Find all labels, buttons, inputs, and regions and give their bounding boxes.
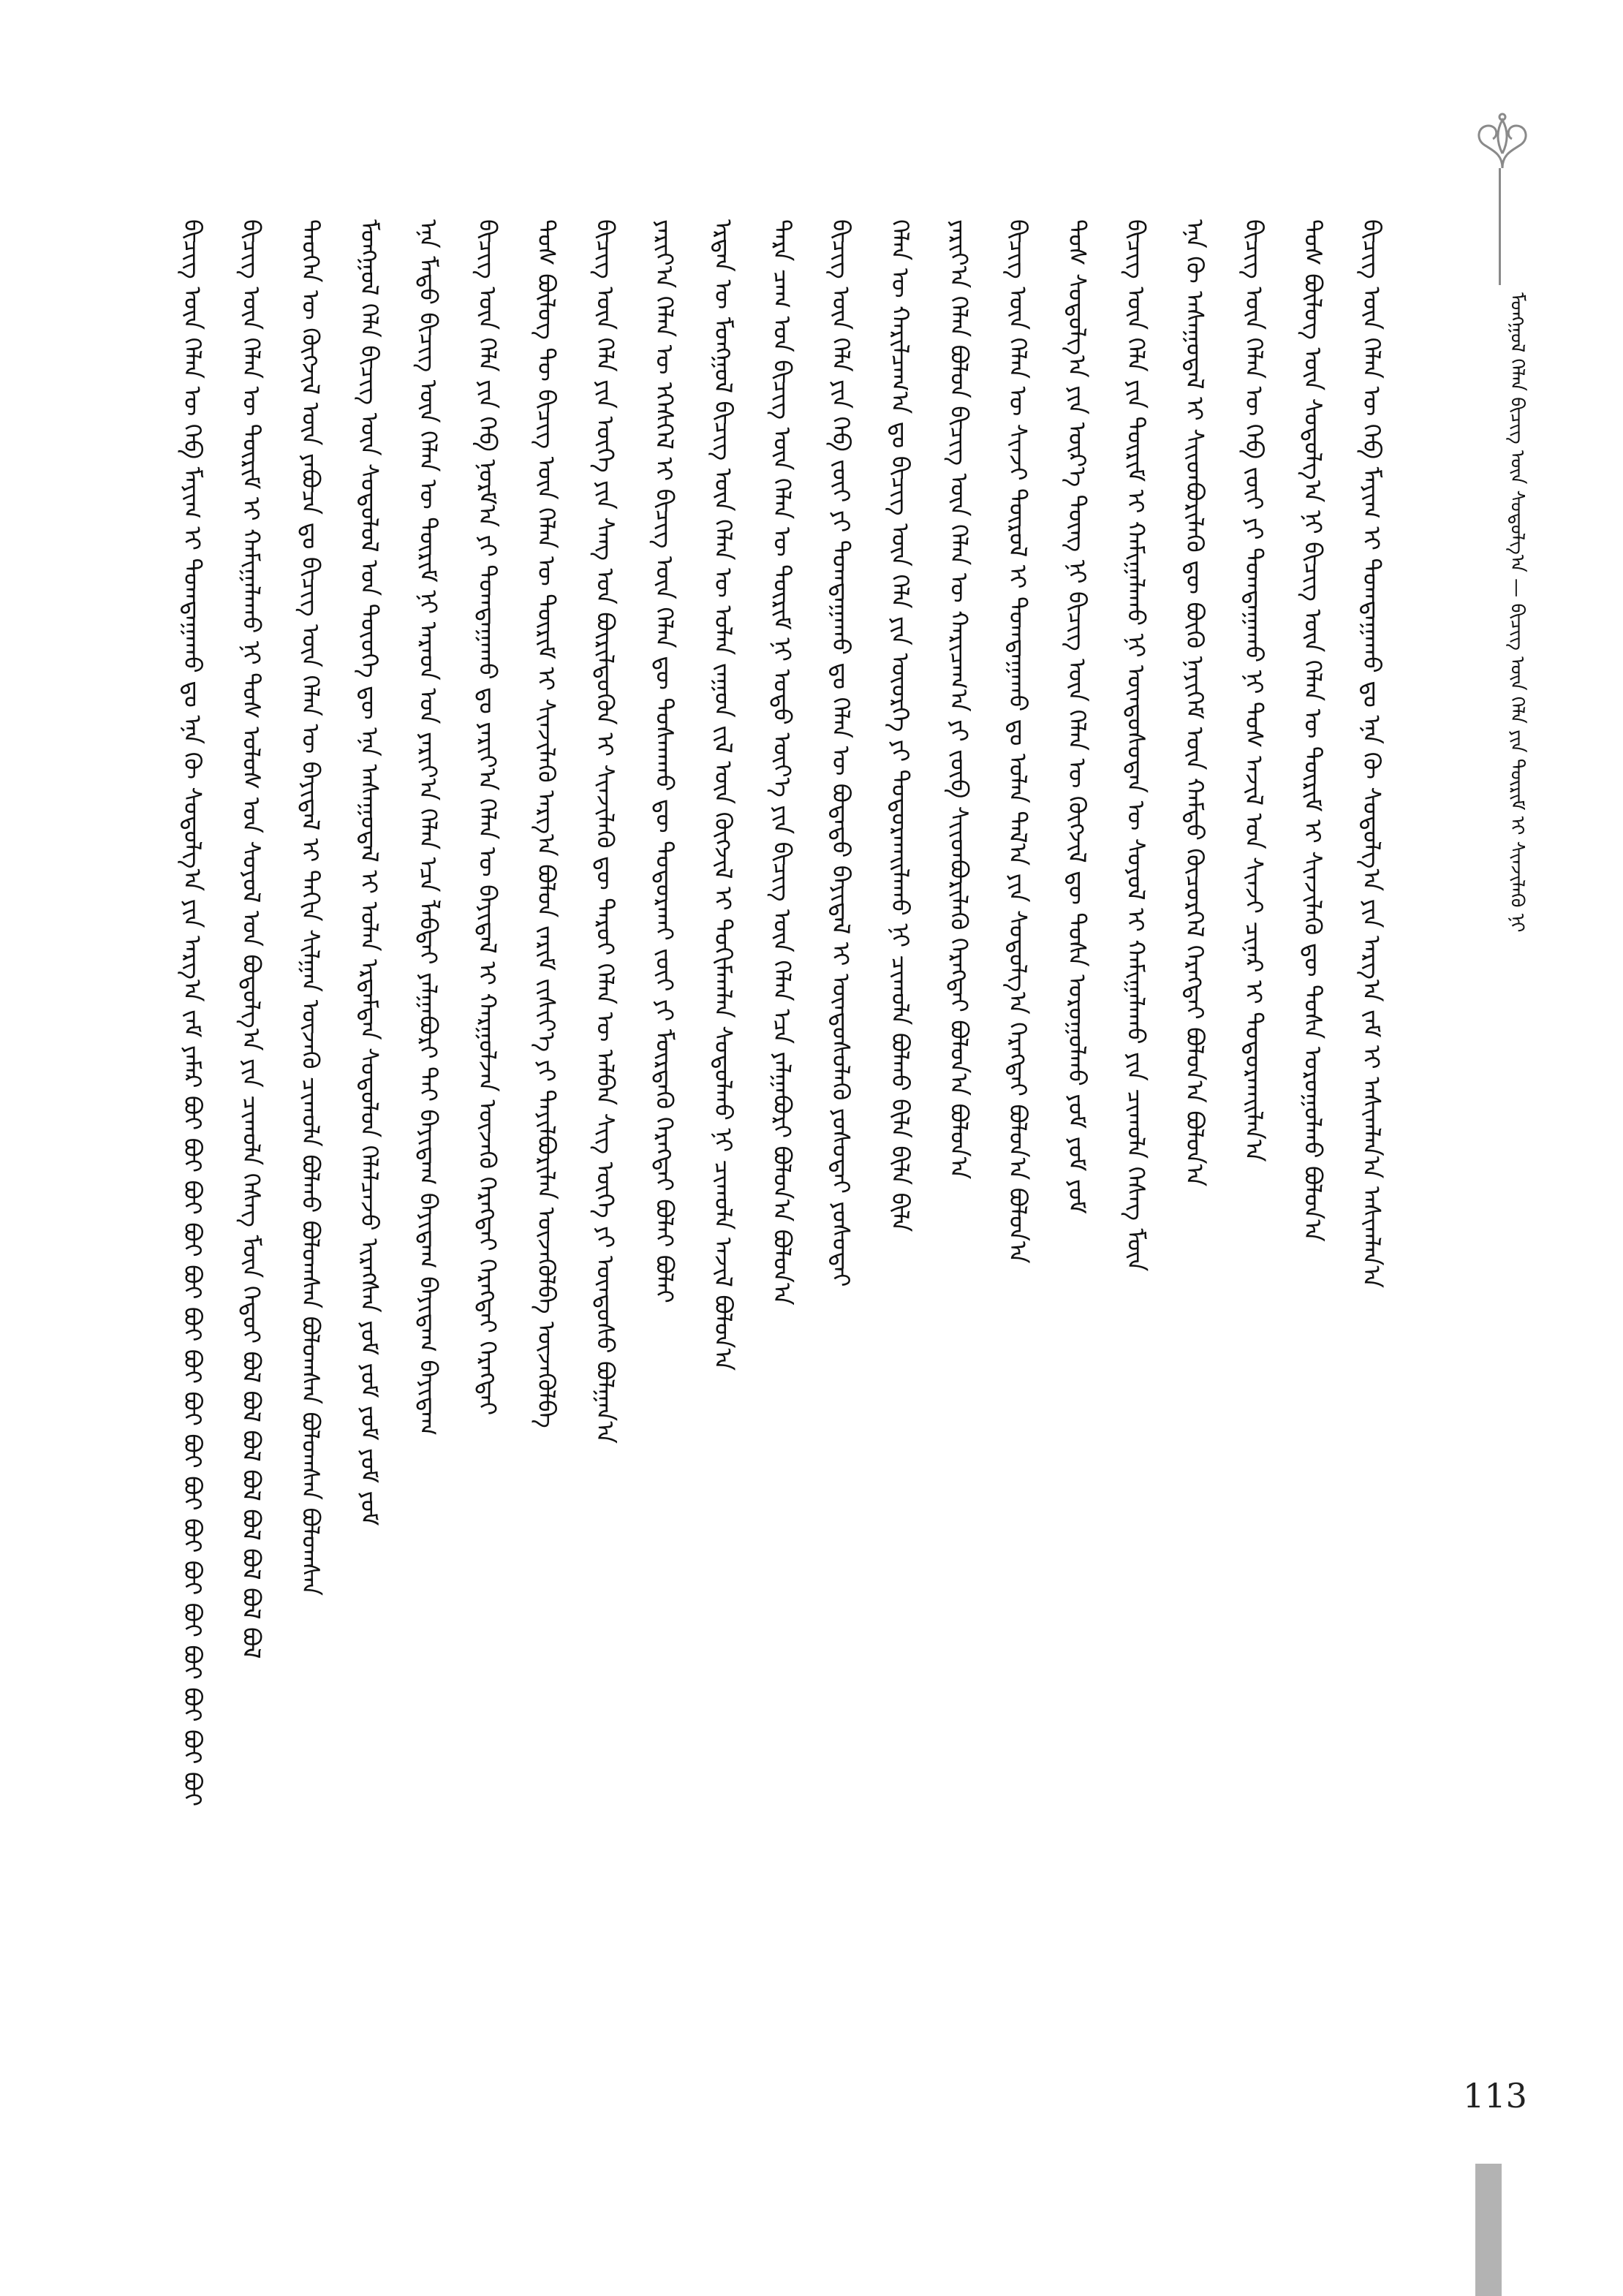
text-column — [1355, 219, 1388, 2091]
column-text: ᠪᠢᠴᠢᠭ ᠦᠨ ᠬᠡᠯᠡ ᠶᠢᠨ ᠳᠦᠷᠢᠮ ᠢ ᠬᠠᠮᠢᠭᠠᠯᠠᠬᠤ ᠨᠢ ᠦᠨᠳᠦᠰᠦᠲᠡᠨ ᠦ ᠰᠣᠶᠣᠯ ᠢ ᠬᠠᠮᠢᠭᠠᠯᠠᠬᠤ ᠶᠢᠨ ᠴᠢᠬᠤᠯᠠ ᠬᠡᠰᠡᠭ ᠮᠥᠨ — [1121, 219, 1151, 1272]
page-number: 113 — [1463, 2076, 1527, 2115]
column-text: ᠲᠤᠰ ᠰᠤᠳᠤᠯᠭ᠎ᠠ ᠶᠢᠨ ᠦᠷ᠎ᠡ ᠳᠦᠩ ᠨᠢ ᠪᠢᠴᠢᠭ ᠦᠨ ᠬᠡᠯᠡᠨ ᠦ ᠬᠥᠭᠵᠢᠯ ᠳᠦ ᠲᠤᠰᠠ ᠣᠷᠣᠭᠤᠯᠬᠤ ᠶᠤᠮ ᠶᠤᠮ ᠶᠤᠮ — [1062, 219, 1092, 1214]
header-rule — [1499, 168, 1501, 285]
text-column — [765, 219, 799, 2091]
column-text: ᠡᠨᠡ ᠮᠡᠲᠦ ᠪᠢᠴᠢᠭ ᠦᠨ ᠬᠡᠯᠡᠨ ᠦ ᠳᠦᠷᠢᠮ ᠨᠢ ᠠᠷᠠᠳ ᠤᠨ ᠶᠠᠷᠢᠶ᠎ᠠ ᠬᠡᠯᠡᠨ ᠡᠴᠡ ᠯᠠᠪᠲᠠᠢ ᠶᠠᠯᠭᠠᠪᠣᠷᠢ ᠲᠠᠢ ᠪᠠᠶᠢᠳᠠᠭ ᠪᠠᠶᠢᠳᠠᠭ ᠪᠠᠶᠢᠳᠠᠭ ᠪᠠᠶᠢᠳᠠᠭ — [414, 219, 443, 1436]
text-column — [1178, 219, 1211, 2091]
column-text: ᠲᠤᠰ ᠪᠦᠯᠦᠭ ᠲᠦ ᠪᠢᠴᠢᠭ ᠦᠨ ᠬᠡᠯᠡᠨ ᠦ ᠳᠦᠷᠢᠮ ᠢ ᠰᠢᠨᠵᠢᠯᠡᠬᠦ ᠠᠷᠭ᠎ᠠ ᠪᠣᠯᠣᠨ ᠵᠠᠷᠢᠮ ᠵᠢᠱᠢᠶ᠎ᠡ ᠶᠢ ᠲᠠᠶᠢᠯᠪᠤᠷᠢᠯᠠᠨ ᠦᠵᠡᠭᠦᠯᠪᠡ ᠦᠵᠡᠭᠦᠯᠪᠡ — [531, 219, 561, 1428]
column-text: ᠲᠡᠦᠬᠡᠨ ᠦ ᠬᠥᠭᠵᠢᠯ ᠦᠨ ᠶᠠᠪᠣᠴᠠ ᠳᠤ ᠪᠢᠴᠢᠭ ᠦᠨ ᠬᠡᠯᠡᠨ ᠦ ᠪᠠᠶᠢᠳᠠᠯ ᠢ ᠳᠠᠬᠢᠨ ᠰᠢᠯᠭᠠᠨ ᠦᠵᠡᠬᠦ ᠴᠢᠬᠤᠯᠠ ᠪᠣᠯᠬᠤ ᠪᠣᠯᠤᠭᠰᠠᠨ ᠪᠣᠯᠤᠭᠰᠠᠨ ᠪᠣᠯᠤᠭᠰᠠᠨ ᠪᠣᠯᠤᠭᠰᠠᠨ — [296, 219, 325, 1596]
running-header — [1488, 292, 1546, 1652]
text-column — [647, 219, 681, 2091]
text-column — [942, 219, 976, 2091]
column-text: ᠪᠢᠴᠢᠭ ᠦᠨ ᠬᠡᠯᠡᠨ ᠦ ᠰᠢᠨᠵᠢ ᠲᠥᠷᠦᠯ ᠢ ᠲᠣᠭᠲᠠᠭᠠᠬᠤ ᠳᠤ ᠣᠯᠠᠨ ᠲᠠᠯ᠎ᠠ ᠶᠢᠨ ᠰᠤᠳᠤᠯᠭ᠎ᠠ ᠬᠡᠷᠡᠭᠲᠡᠢ ᠪᠣᠯᠤᠨ᠎ᠠ ᠪᠣᠯᠤᠨ᠎ᠠ — [1004, 219, 1033, 1264]
column-text: ᠶᠠᠷᠢᠶ᠎ᠠ ᠬᠡᠯᠡᠨ ᠦ ᠡᠭᠡᠰᠭᠡᠯ ᠢ ᠪᠢᠴᠢᠭ ᠦᠨ ᠬᠡᠯᠡᠨ ᠳᠦ ᠲᠤᠰᠬᠠᠬᠤ ᠳᠦ ᠲᠣᠳᠤᠷᠬᠠᠢ ᠵᠦᠢ ᠶᠢ ᠮᠥᠷᠳᠡᠬᠦ ᠬᠡᠷᠡᠭᠲᠡᠢ ᠪᠣᠯᠠᠢ ᠪᠣᠯᠠᠢ — [650, 219, 679, 1303]
column-text: ᠬᠡᠯᠡᠨ ᠦ ᠬᠠᠷᠢᠯᠴᠠᠭ᠎ᠠ ᠳᠤ ᠪᠢᠴᠢᠭ ᠦᠨ ᠬᠡᠯᠡ ᠶᠢᠨ ᠦᠦᠷᠭᠡ ᠶᠢ ᠲᠣᠳᠤᠷᠬᠠᠢᠯᠠᠬᠤ ᠨᠢ ᠴᠢᠬᠤᠯᠠ ᠪᠣᠯᠬᠤ ᠪᠢᠯᠡ ᠪᠢᠯᠡ ᠪᠢᠯᠡ — [885, 219, 915, 1232]
column-text: ᠮᠣᠩᠭᠣᠯ ᠬᠡᠯᠡ ᠪᠢᠴᠢᠭ ᠦᠨ ᠰᠤᠳᠤᠯᠤᠯ ᠤᠨ ᠲᠦᠦᠬᠡ ᠳᠦ ᠡᠨᠡ ᠠᠰᠠᠭᠤᠳᠠᠯ ᠢ ᠣᠯᠠᠨ ᠡᠷᠳᠡᠮᠲᠡᠨ ᠰᠤᠳᠤᠯᠤᠨ ᠬᠡᠯᠡᠯᠴᠡᠵᠦ ᠢᠷᠡᠭᠰᠡᠨ ᠶᠤᠮ ᠶᠤᠮ ᠶᠤᠮ ᠶᠤᠮ ᠶᠤᠮ — [355, 219, 384, 1526]
text-column — [412, 219, 445, 2091]
text-column — [235, 219, 268, 2091]
column-text: ᠶᠠᠷᠢᠶ᠎ᠠ ᠬᠡᠯᠡᠨ ᠪᠣᠯᠣᠨ ᠪᠢᠴᠢᠭ ᠦᠨ ᠬᠡᠯᠡᠨ ᠦ ᠬᠠᠷᠢᠴᠠᠭ᠎ᠠ ᠶᠢ ᠵᠥᠪ ᠰᠢᠢᠳᠪᠦᠷᠢᠯᠡᠬᠦ ᠬᠡᠷᠡᠭᠲᠡᠢ ᠪᠣᠯᠤᠨ᠎ᠠ ᠪᠣᠯᠤᠨ᠎ᠠ — [945, 219, 974, 1180]
body-text — [175, 219, 1448, 2091]
ornament-flourish-icon — [1462, 110, 1543, 175]
column-text: ᠪᠢᠴᠢᠭ ᠦᠨ ᠬᠡᠯᠡᠨ ᠦ ᠬᠡᠪ ᠮᠠᠶᠢᠭ ᠢ ᠲᠣᠭᠲᠠᠭᠠᠬᠤ ᠳᠤ ᠡᠨᠡ ᠬᠦ ᠰᠤᠳᠤᠯᠭ᠎ᠠ ᠶᠢᠨ ᠠᠷᠭ᠎ᠠ ᠵᠠᠮ ᠶᠠᠮᠠᠷ ᠪᠤᠢ ᠪᠤᠢ ᠪᠤᠢ ᠪᠤᠢ ᠪᠤᠢ ᠪᠤᠢ ᠪᠤᠢ ᠪᠤᠢ ᠪᠤᠢ ᠪᠤᠢ ᠪᠤᠢ ᠪᠤᠢ ᠪᠤᠢ ᠪᠤᠢ ᠪᠤᠢ ᠪᠤᠢ ᠪᠤᠢ — [178, 219, 207, 1807]
text-column — [1060, 219, 1094, 2091]
text-column — [1295, 219, 1329, 2091]
text-column — [352, 219, 386, 2091]
text-column — [1001, 219, 1034, 2091]
running-header-text: ᠮᠣᠩᠭᠣᠯ ᠬᠡᠯᠡᠨ ᠪᠢᠴᠢᠭ ᠦᠨ ᠰᠣᠳᠤᠯᠭ᠎ᠠ — ᠪᠢᠴᠢᠭ ᠦᠨ ᠬᠡᠯᠡ ᠶᠢᠨ ᠳᠦᠷᠢᠮ ᠢ ᠰᠢᠨᠵᠢᠯᠡᠬᠦ ᠨᠢ — [1506, 292, 1528, 933]
column-text: ᠪᠢᠴᠢᠭ ᠦᠨ ᠬᠡᠯᠡ ᠶᠢᠨ ᠬᠡᠪ ᠨᠣᠷᠮ᠎ᠠ ᠶᠢ ᠲᠣᠭᠲᠠᠭᠠᠬᠤ ᠳᠤ ᠶᠠᠷᠢᠶ᠎ᠠ ᠬᠡᠯᠡᠨ ᠦ ᠪᠠᠶᠢᠳᠠᠯ ᠢ ᠬᠠᠷᠭᠤᠯᠵᠠᠨ ᠦᠵᠡᠬᠦ ᠬᠡᠷᠡᠭᠲᠡᠢ ᠬᠡᠷᠡᠭᠲᠡᠢ ᠬᠡᠷᠡᠭᠲᠡᠢ — [473, 219, 502, 1416]
text-column — [883, 219, 917, 2091]
text-column — [1119, 219, 1153, 2091]
text-column — [706, 219, 740, 2091]
column-text: ᠪᠢᠴᠢᠭ ᠦᠨ ᠬᠡᠯᠡᠨ ᠦ ᠬᠡᠪ ᠮᠠᠶᠢᠭ ᠢ ᠲᠣᠭᠲᠠᠭᠠᠬᠤ ᠳᠤ ᠡᠨᠡ ᠬᠦ ᠰᠤᠳᠤᠯᠭ᠎ᠠ ᠶᠢᠨ ᠠᠷᠭ᠎ᠠ ᠵᠠᠮ ᠢ ᠠᠰᠢᠭᠯᠠᠨ᠎ᠠ ᠠᠰᠢᠭᠯᠠᠨ᠎ᠠ — [1358, 219, 1387, 1289]
column-text: ᠲᠡᠷᠡ ᠴᠠᠭ ᠤᠨ ᠪᠢᠴᠢᠭ ᠦᠨ ᠬᠡᠯᠡᠨ ᠦ ᠳᠦᠷᠢᠮ ᠨᠢ ᠣᠳᠣ ᠦᠶ᠎ᠡ ᠶᠢᠨ ᠪᠢᠴᠢᠭ ᠦᠨ ᠬᠡᠯᠡᠨ ᠡᠴᠡ ᠶᠠᠯᠭᠠᠪᠣᠷᠢ ᠪᠣᠯᠤᠨ᠎ᠠ ᠪᠣᠯᠤᠨ᠎ᠠ — [768, 219, 797, 1306]
text-column — [1237, 219, 1271, 2091]
text-column — [470, 219, 504, 2091]
text-column — [529, 219, 563, 2091]
column-text: ᠡᠷᠲᠡᠨ ᠦ ᠮᠣᠩᠭᠣᠯ ᠪᠢᠴᠢᠭ ᠦᠨ ᠬᠡᠯᠡᠨ ᠦ ᠣᠯᠠᠨ ᠵᠠᠭᠤᠨ ᠵᠢᠯ ᠦᠨ ᠬᠥᠭᠵᠢᠯ ᠢ ᠲᠣᠭᠢᠮᠠᠭᠯᠠᠨ ᠰᠤᠳᠤᠯᠬᠤ ᠨᠢ ᠴᠢᠬᠤᠯᠠ ᠠᠵᠢᠯ ᠪᠣᠯᠣᠨ᠎ᠠ — [708, 219, 738, 1371]
column-text: ᠪᠢᠴᠢᠭ ᠦᠨ ᠬᠡᠯᠡ ᠶᠢᠨ ᠦᠭᠡ ᠶᠢᠨ ᠰᠠᠩ ᠤᠨ ᠪᠦᠷᠢᠯᠳᠦᠭᠦᠨ ᠢ ᠰᠢᠨᠵᠢᠯᠡᠬᠦ ᠳᠦ ᠳᠠᠷᠤᠢ ᠬᠡᠯᠡᠨ ᠦ ᠠᠯᠪᠠᠨ ᠰᠢᠭ ᠦᠭᠡ ᠶᠢ ᠦᠨᠳᠦᠰᠦ ᠪᠣᠯᠭᠠᠨ᠎ᠠ — [591, 219, 620, 1444]
text-column — [589, 219, 622, 2091]
column-text: ᠪᠢᠴᠢᠭ ᠦᠨ ᠬᠡᠯᠡᠨ ᠦ ᠳᠦᠷᠢᠮ ᠢ ᠬᠠᠮᠢᠭᠠᠯᠠᠬᠤ ᠨᠢ ᠲᠤᠰ ᠤᠯᠤᠰ ᠤᠨ ᠰᠤᠶᠤᠯ ᠤᠨ ᠪᠣᠳᠣᠯᠭ᠎ᠠ ᠶᠢᠨ ᠴᠢᠬᠤᠯᠠ ᠬᠡᠰᠡᠭ ᠮᠥᠨ ᠬᠡᠳᠦᠢ ᠪᠣᠯ ᠪᠣᠯ ᠪᠣᠯ ᠪᠣᠯ ᠪᠣᠯ ᠪᠣᠯ ᠪᠣᠯ ᠪᠣᠯ — [237, 219, 266, 1659]
text-column — [1414, 219, 1448, 2091]
column-text: ᠲᠤᠰ ᠪᠦᠯᠦᠭ ᠦᠨ ᠰᠤᠳᠤᠯᠭ᠎ᠠ ᠨᠢ ᠪᠢᠴᠢᠭ ᠦᠨ ᠬᠡᠯᠡᠨ ᠦ ᠳᠦᠷᠢᠮ ᠢ ᠰᠢᠨᠵᠢᠯᠡᠬᠦ ᠳᠦ ᠲᠤᠰᠠ ᠣᠷᠣᠭᠤᠯᠬᠤ ᠪᠣᠯᠤᠨ᠎ᠠ — [1298, 219, 1328, 1242]
page-edge-marker — [1475, 2164, 1502, 2296]
column-text: ᠡᠨᠡ ᠬᠦ ᠠᠰᠠᠭᠤᠳᠠᠯ ᠢ ᠰᠢᠢᠳᠪᠦᠷᠢᠯᠡᠬᠦ ᠳᠦ ᠪᠦᠬᠦ ᠨᠡᠶᠢᠭᠡᠮ ᠦᠨ ᠬᠠᠮᠲᠤ ᠬᠦᠴᠦᠷᠬᠡᠯ ᠬᠡᠷᠡᠭᠲᠡᠢ ᠪᠣᠯᠤᠨ᠎ᠠ ᠪᠣᠯᠤᠨ᠎ᠠ — [1181, 219, 1210, 1187]
text-column — [175, 219, 209, 2091]
text-column — [293, 219, 327, 2091]
text-column — [824, 219, 858, 2091]
column-text: ᠪᠢᠴᠢᠭ ᠦᠨ ᠬᠡᠯᠡ ᠶᠢᠨ ᠬᠡᠪ ᠵᠦᠢ ᠶᠢ ᠲᠣᠭᠲᠠᠭᠠᠬᠤ ᠳᠤ ᠬᠡᠯᠡᠨ ᠦ ᠪᠣᠳᠠᠲᠤ ᠪᠠᠶᠢᠳᠠᠯ ᠢ ᠦᠨᠳᠦᠰᠦᠯᠡᠬᠦ ᠶᠤᠰᠤᠲᠠᠢ ᠶᠤᠰᠤᠲᠠᠢ — [827, 219, 856, 1287]
column-text: ᠪᠢᠴᠢᠭ ᠦᠨ ᠬᠡᠯᠡᠨ ᠦ ᠬᠡᠪ ᠵᠦᠢ ᠶᠢ ᠲᠣᠭᠲᠠᠭᠠᠬᠤ ᠨᠢ ᠲᠤᠰ ᠠᠵᠢᠯ ᠤᠨ ᠰᠢᠨᠵᠢ ᠴᠢᠨᠠᠷ ᠢ ᠲᠣᠳᠤᠷᠬᠠᠢᠯᠠᠨ᠎ᠠ — [1239, 219, 1268, 1162]
